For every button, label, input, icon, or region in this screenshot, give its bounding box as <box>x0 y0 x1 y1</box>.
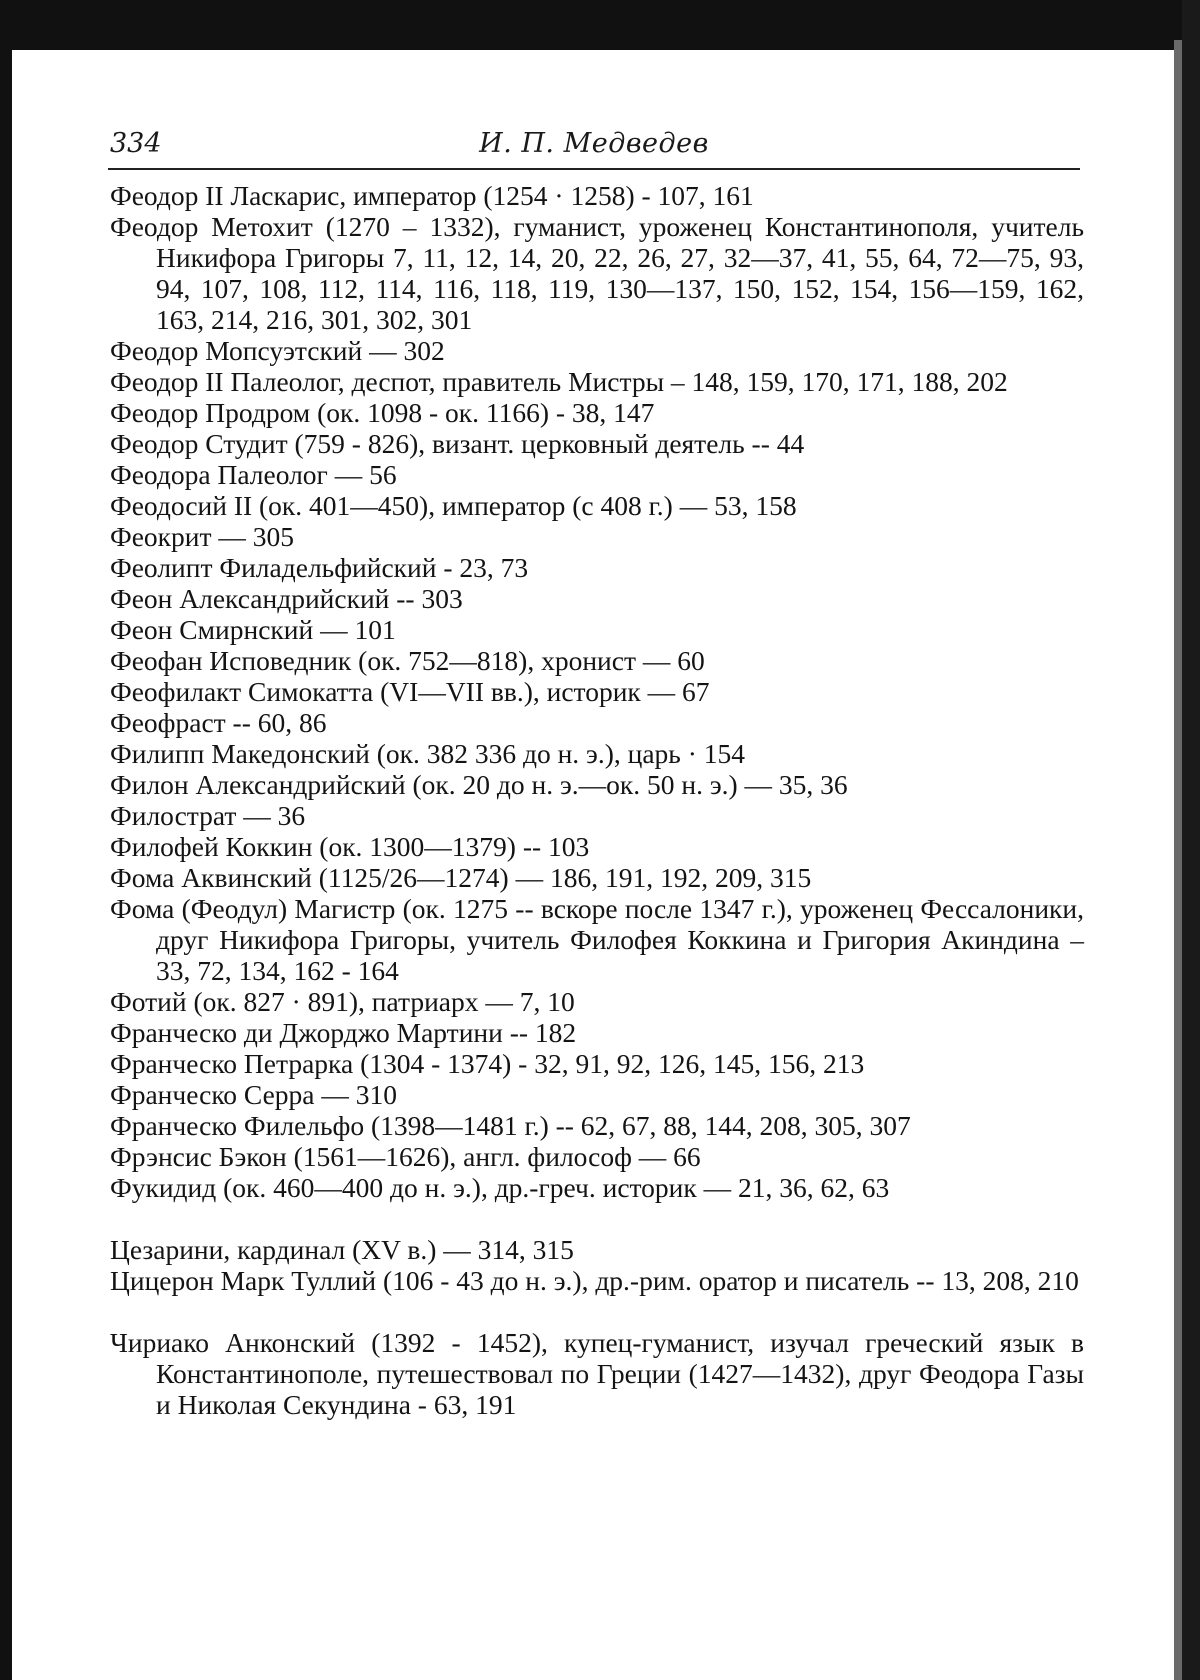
letter-section-gap <box>110 1203 1084 1234</box>
index-entry: Феон Александрийский -- 303 <box>110 583 463 614</box>
index-entry: Феодосий II (ок. 401—450), император (с 408 г.) — 53, 158 <box>110 490 797 521</box>
scan-border-right-shadow <box>1174 40 1182 1680</box>
index-entry: Феодор Студит (759 - 826), визант. церковный деятель -- 44 <box>110 428 805 459</box>
letter-section-gap <box>110 1296 1084 1327</box>
index-entry: Феодор Продром (ок. 1098 - ок. 1166) - 38, 147 <box>110 397 655 428</box>
scan-border-top <box>0 0 1200 50</box>
index-entry: Феодора Палеолог — 56 <box>110 459 397 490</box>
index-entry: Феофан Исповедник (ок. 752—818), хронист — 60 <box>110 645 705 676</box>
index-entry: Филофей Коккин (ок. 1300—1379) -- 103 <box>110 831 590 862</box>
page-number: 334 <box>110 128 162 159</box>
scan-border-left <box>0 0 12 1680</box>
index-entry: Филострат — 36 <box>110 800 306 831</box>
index-entry: Фома (Феодул) Магистр (ок. 1275 -- вскоре после 1347 г.), уроженец Фессалоники, друг Никифора Григоры, учитель Филофея Коккина и Григория Акиндина – 33, 72, 134, 162 - 164 <box>110 893 1084 986</box>
name-index <box>110 180 1084 1420</box>
index-entry: Феофилакт Симокатта (VI—VII вв.), историк — 67 <box>110 676 710 707</box>
index-entry: Цезарини, кардинал (XV в.) — 314, 315 <box>110 1234 574 1265</box>
running-head <box>110 128 1078 170</box>
index-entry: Феодор II Палеолог, деспот, правитель Мистры – 148, 159, 170, 171, 188, 202 <box>110 366 1008 397</box>
index-entry: Филон Александрийский (ок. 20 до н. э.—ок. 50 н. э.) — 35, 36 <box>110 769 848 800</box>
index-entry: Феодор Мопсуэтский — 302 <box>110 335 445 366</box>
index-entry: Феодор II Ласкарис, император (1254 · 1258) - 107, 161 <box>110 180 754 211</box>
index-entry: Феон Смирнский — 101 <box>110 614 396 645</box>
index-entry: Феофраст -- 60, 86 <box>110 707 327 738</box>
index-entry: Филипп Македонский (ок. 382 336 до н. э.), царь · 154 <box>110 738 746 769</box>
running-title: И. П. Медведев <box>479 128 709 159</box>
index-entry: Фотий (ок. 827 · 891), патриарх — 7, 10 <box>110 986 575 1017</box>
index-entry: Фрэнсис Бэкон (1561—1626), англ. философ — 66 <box>110 1141 701 1172</box>
index-entry: Фукидид (ок. 460—400 до н. э.), др.-греч. историк — 21, 36, 62, 63 <box>110 1172 890 1203</box>
index-entry: Феокрит — 305 <box>110 521 295 552</box>
index-entry: Феодор Метохит (1270 – 1332), гуманист, уроженец Константинополя, учитель Никифора Григоры 7, 11, 12, 14, 20, 22, 26, 27, 32—37, 41, 55, 64, 72—75, 93, 94, 107, 108, 112, 114, 116, 118, 119, 130—137, 150, 152, 154, 156—159, 162, 163, 214, 216, 301, 302, 301 <box>110 211 1084 335</box>
index-entry: Фома Аквинский (1125/26—1274) — 186, 191, 192, 209, 315 <box>110 862 812 893</box>
index-entry: Франческо ди Джорджо Мартини -- 182 <box>110 1017 577 1048</box>
index-entry: Чириако Анконский (1392 - 1452), купец-гуманист, изучал греческий язык в Константинополе, путешествовал по Греции (1427—1432), друг Феодора Газы и Николая Секундина - 63, 191 <box>110 1327 1084 1420</box>
index-entry: Франческо Петрарка (1304 - 1374) - 32, 91, 92, 126, 145, 156, 213 <box>110 1048 865 1079</box>
header-rule <box>108 168 1080 170</box>
index-entry: Феолипт Филадельфийский - 23, 73 <box>110 552 529 583</box>
scan-border-right <box>1182 0 1200 1680</box>
index-entry: Франческо Филельфо (1398—1481 г.) -- 62, 67, 88, 144, 208, 305, 307 <box>110 1110 911 1141</box>
index-entry: Цицерон Марк Туллий (106 - 43 до н. э.), др.-рим. оратор и писатель -- 13, 208, 210 <box>110 1265 1079 1296</box>
index-entry: Франческо Серра — 310 <box>110 1079 398 1110</box>
